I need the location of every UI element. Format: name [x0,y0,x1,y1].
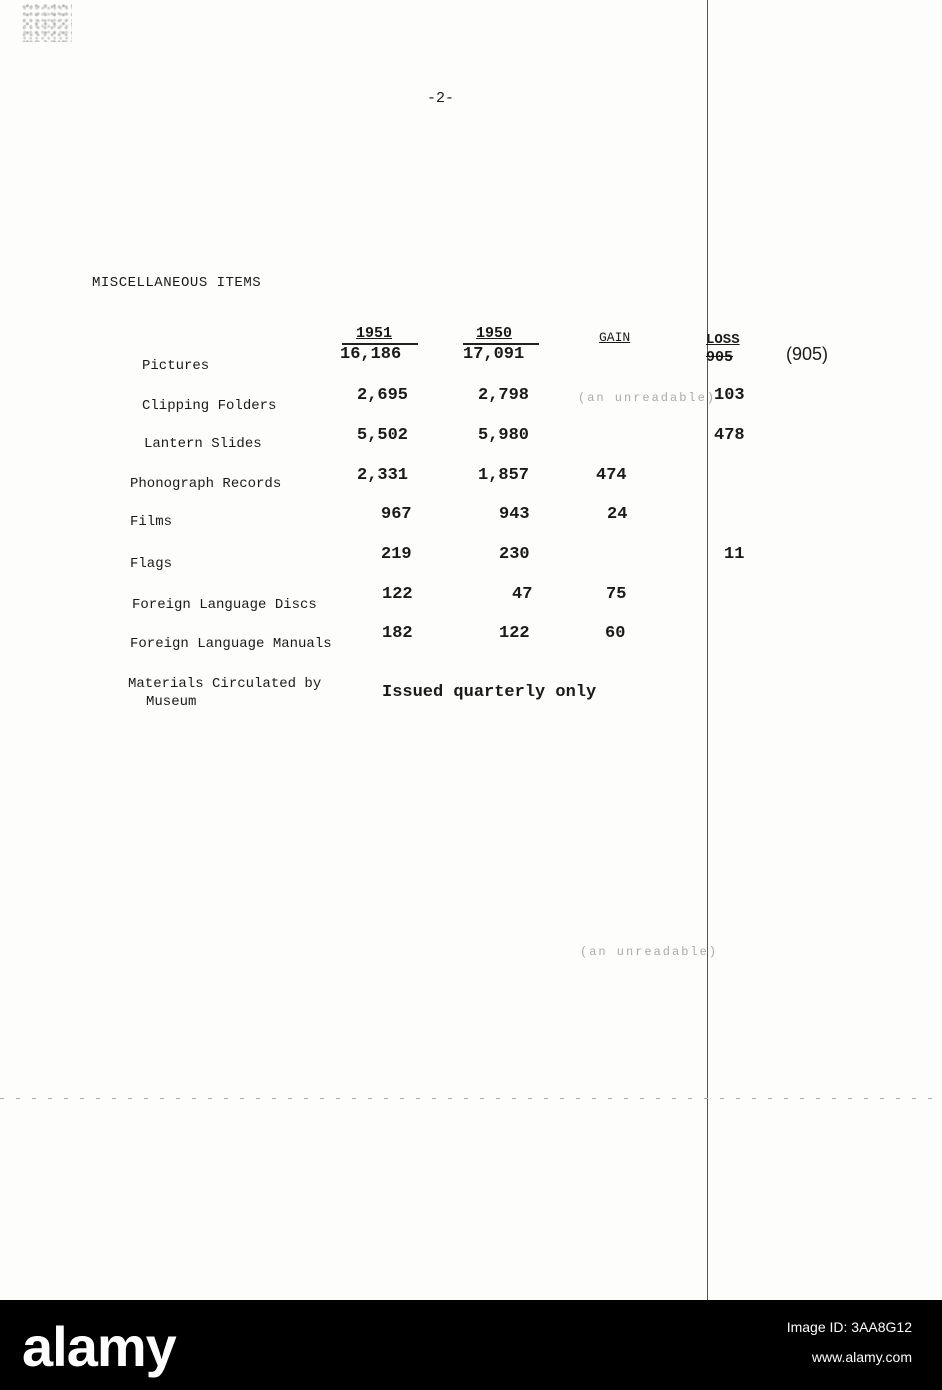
cell-1951: 2,331 [357,466,409,485]
watermark-info [787,1312,912,1372]
vertical-rule [707,0,708,1300]
faint-bleedthrough: (an unreadable) [578,391,717,405]
cell-loss: 103 [714,386,745,405]
row-label: Pictures [142,358,210,374]
row-label: Flags [130,556,173,572]
cell-1950: 1,857 [478,466,530,485]
cell-loss-struck: 905 [706,349,734,366]
cell-loss: 11 [724,545,745,564]
cell-1951: 182 [382,624,413,643]
cell-1950: 2,798 [478,386,530,405]
cell-gain: 75 [606,585,627,604]
site-url: www.alamy.com [811,1349,912,1365]
header-1950: 1950 [476,325,513,342]
cell-1950: 230 [499,545,530,564]
row-label-line2: Museum [146,694,197,710]
cell-1950: 5,980 [478,426,530,445]
cell-1951: 16,186 [340,345,402,364]
cell-1950: 122 [499,624,530,643]
cell-1951: 122 [382,585,413,604]
cell-gain: 474 [596,466,627,485]
row-label-line1: Materials Circulated by [128,676,322,692]
header-gain: GAIN [599,330,631,345]
row-label: Foreign Language Manuals [130,636,332,652]
faint-bleedthrough-lower: (an unreadable) [580,945,719,959]
cell-1950: 943 [499,505,530,524]
row-label: Phonograph Records [130,476,282,492]
cell-1950: 47 [512,585,533,604]
alamy-logo: alamy [22,1315,176,1378]
cell-gain: 60 [605,624,626,643]
row-label: Foreign Language Discs [132,597,317,613]
header-loss: LOSS [706,332,740,348]
row-label: Films [130,514,173,530]
cell-1951: 5,502 [357,426,409,445]
circulation-note: Issued quarterly only [382,683,597,702]
dotted-rule [0,1098,942,1099]
image-id: Image ID: 3AA8G12 [786,1319,912,1335]
cell-1951: 219 [381,545,412,564]
cell-1951: 967 [381,505,412,524]
paper-speckle [22,4,72,42]
cell-loss: 478 [714,426,745,445]
page-number: -2- [427,90,455,107]
pictures-loss-total: (905) [786,344,829,364]
row-label: Lantern Slides [144,436,262,452]
section-title: MISCELLANEOUS ITEMS [92,275,262,291]
header-1951: 1951 [356,325,393,342]
row-label: Clipping Folders [142,398,277,414]
cell-gain: 24 [607,505,628,524]
cell-1950: 17,091 [463,345,525,364]
cell-1951: 2,695 [357,386,409,405]
watermark-banner [0,1300,942,1390]
